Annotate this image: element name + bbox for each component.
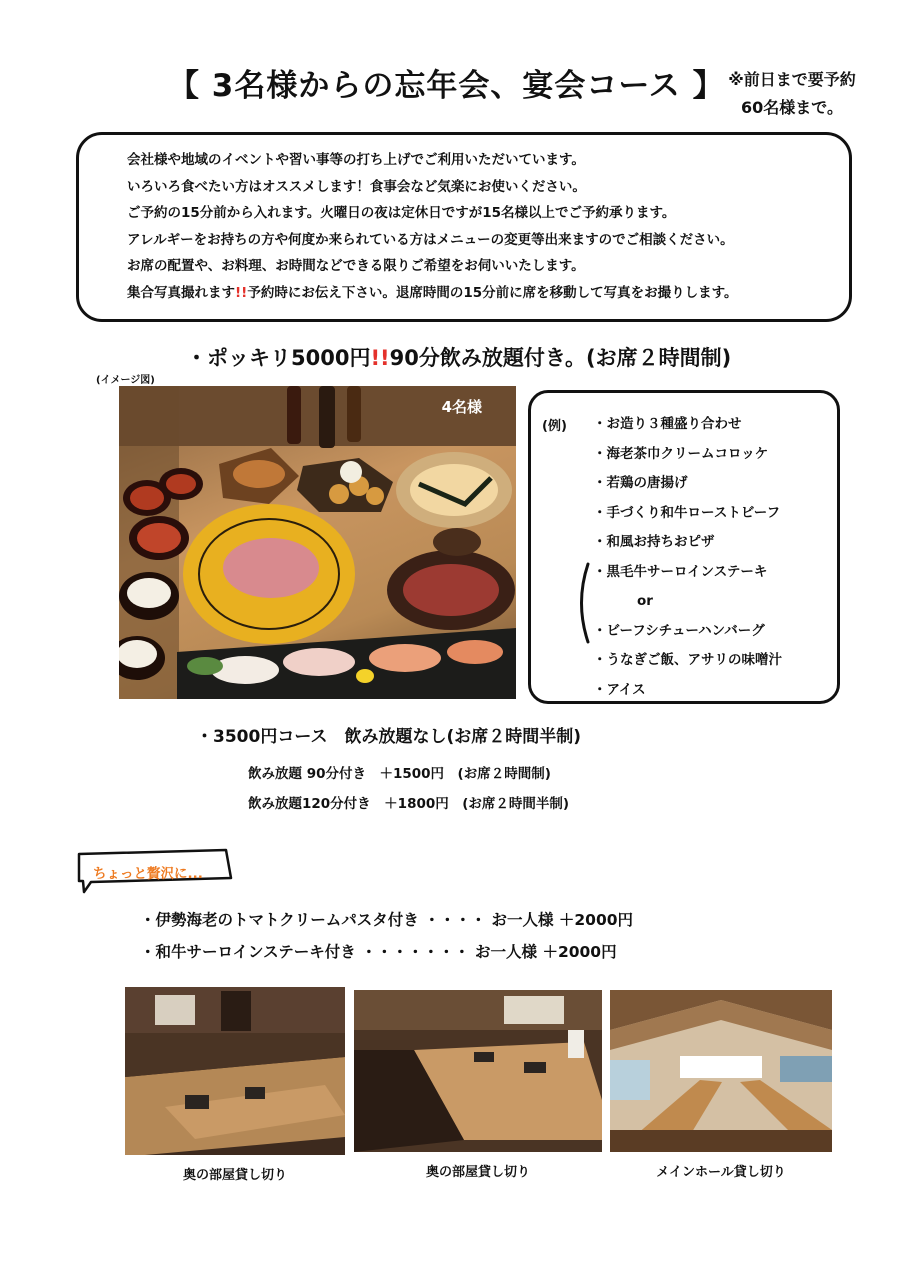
bottle-icon — [319, 386, 335, 448]
room-photo-main-hall — [610, 990, 832, 1152]
lemon-icon — [356, 669, 374, 683]
room-photo-back-1 — [125, 987, 345, 1155]
menu-item: ・アイス — [593, 681, 646, 698]
main-course-title — [186, 342, 731, 372]
roast-beef-icon — [223, 538, 319, 598]
room-caption-1: 奥の部屋貸し切り — [182, 1168, 287, 1183]
page-title: 【 3名様からの忘年会、宴会コース 】 — [168, 68, 725, 104]
menu-item: ・黒毛牛サーロインステーキ — [593, 563, 768, 580]
room-photo-back-2 — [354, 990, 602, 1152]
menu-list — [593, 413, 782, 708]
upgrade-item-lobster-pasta: ・伊勢海老のトマトクリームパスタ付き ・・・・ お一人様 ＋2000円 — [140, 911, 634, 929]
soup-icon — [166, 474, 196, 494]
menu-box — [528, 390, 840, 704]
drink-option-120: 飲み放題120分付き ＋1800円 (お席２時間半制) — [248, 796, 570, 812]
upgrade-item-wagyu-steak: ・和牛サーロインステーキ付き ・・・・・・・ お一人様 ＋2000円 — [140, 943, 617, 961]
info-line-5: お席の配置や、お料理、お時間などできる限りご希望をお伺いいたします。 — [127, 258, 585, 274]
salmon-sashimi-icon — [447, 640, 503, 664]
reservation-note-line-2: 60名様まで。 — [741, 98, 843, 117]
menu-item: ・お造り３種盛り合わせ — [593, 416, 742, 432]
garnish-icon — [187, 657, 223, 675]
sashimi-icon — [283, 648, 355, 676]
main-course-detail: 90分飲み放題付き。(お席２時間制) — [389, 346, 732, 370]
info-line-6 — [127, 280, 849, 307]
info-box — [76, 132, 852, 322]
room-caption-2: 奥の部屋貸し切り — [425, 1165, 530, 1180]
eel-rice-icon — [127, 578, 171, 608]
menu-or-text: or — [637, 593, 653, 609]
soup-icon — [130, 486, 164, 510]
steak-icon — [403, 564, 499, 616]
main-course-price: ・ポッキリ5000円 — [186, 346, 371, 370]
exclamation-mark: !! — [370, 346, 390, 370]
bottle-icon — [287, 386, 301, 444]
drink-option-90: 飲み放題 90分付き ＋1500円 (お席２時間制) — [248, 766, 551, 782]
room-caption-3: メインホール貸し切り — [656, 1165, 786, 1180]
info-line-1: 会社様や地域のイベントや習い事等の打ち上げでご利用いただいています。 — [127, 152, 585, 168]
sauce-cup-icon — [340, 461, 362, 483]
salmon-sashimi-icon — [369, 644, 441, 672]
info-line-6-a: 集合写真撮れます — [127, 284, 235, 301]
info-line-2: いろいろ食べたい方はオススメします！食事会など気楽にお使いください。 — [127, 178, 586, 195]
choice-bracket-icon — [573, 561, 591, 645]
soup-icon — [137, 523, 181, 553]
reservation-note — [712, 66, 872, 122]
croquette-icon — [366, 487, 384, 505]
room-illustration — [125, 987, 345, 1155]
reservation-note-line-1: ※前日まで要予約 — [728, 70, 856, 89]
info-line-6-b: 予約時にお伝え下さい。退席時間の15分前に席を移動して写真をお撮りします。 — [247, 284, 738, 301]
food-illustration — [119, 386, 516, 699]
info-line-3: ご予約の15分前から入れます。火曜日の夜は定休日ですが15名様以上でご予約承ります。 — [127, 205, 676, 221]
exclamation-mark: !! — [235, 284, 248, 301]
room-illustration — [610, 990, 832, 1152]
menu-example-label: (例) — [542, 419, 567, 434]
luxury-tag-text: ちょっと贅沢に... — [93, 866, 203, 882]
karaage-icon — [233, 460, 285, 488]
croquette-icon — [329, 484, 349, 504]
image-label: (イメージ図) — [96, 375, 155, 386]
menu-item: ・手づくり和牛ローストビーフ — [593, 504, 781, 521]
menu-item: ・若鶏の唐揚げ — [593, 475, 688, 491]
bottle-icon — [347, 386, 361, 442]
bowl-icon — [433, 528, 481, 556]
menu-item: ・ビーフシチューハンバーグ — [593, 622, 765, 639]
pizza-icon — [410, 464, 498, 516]
menu-item-spacer — [593, 590, 782, 620]
info-line-4: アレルギーをお持ちの方や何度か来られている方はメニューの変更等出来ますのでご相談ください。 — [127, 231, 734, 248]
course-food-photo — [119, 386, 516, 699]
menu-item: ・和風お持ちおピザ — [593, 534, 715, 550]
course-3500-title: ・3500円コース 飲み放題なし(お席２時間半制) — [196, 727, 582, 747]
sashimi-icon — [211, 656, 279, 684]
menu-item: ・うなぎご飯、アサリの味噌汁 — [593, 652, 782, 668]
menu-item: ・海老茶巾クリームコロッケ — [593, 445, 769, 462]
room-illustration — [354, 990, 602, 1152]
photo-count-label: 4名様 — [441, 398, 482, 416]
